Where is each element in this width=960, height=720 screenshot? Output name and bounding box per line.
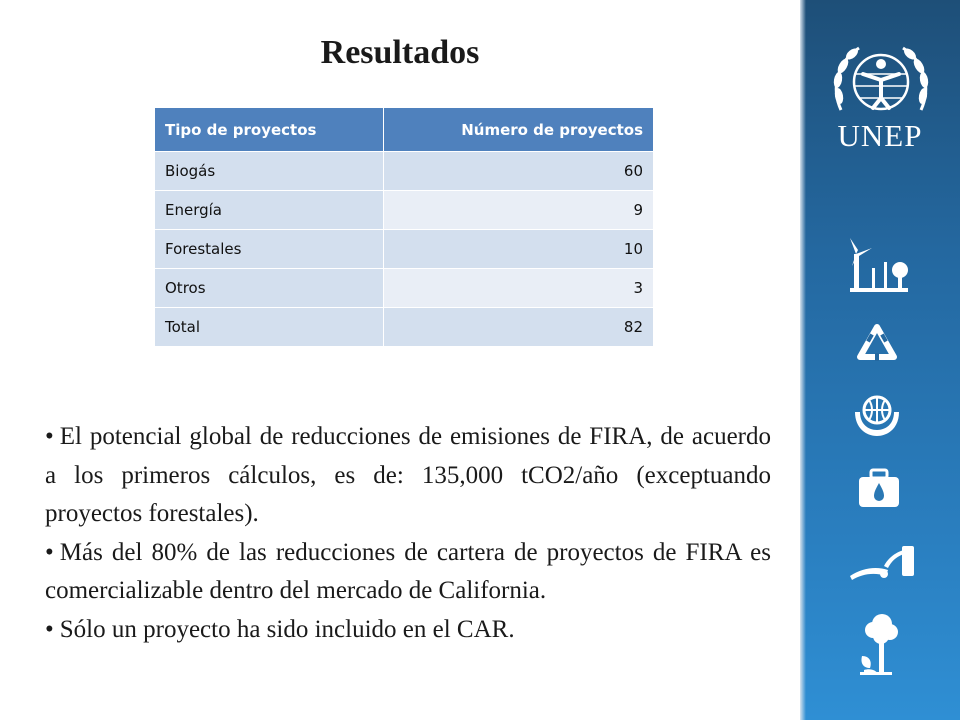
table-row bbox=[155, 308, 653, 347]
table-row bbox=[155, 152, 653, 191]
table-row bbox=[155, 191, 653, 230]
column-header-type: Tipo de proyectos bbox=[155, 108, 384, 152]
bullet-item: • Sólo un proyecto ha sido incluido en el CAR. bbox=[45, 611, 771, 650]
table-row bbox=[155, 230, 653, 269]
results-table bbox=[155, 108, 653, 346]
bullet-item: • Más del 80% de las reducciones de cartera de proyectos de FIRA es comercializable dentro del mercado de California. bbox=[45, 534, 771, 611]
slide-title: Resultados bbox=[320, 34, 480, 71]
unep-logo-text: UNEP bbox=[837, 118, 923, 153]
bullet-list bbox=[45, 418, 771, 649]
globe-hands-icon bbox=[852, 390, 902, 442]
sidebar-edge bbox=[800, 0, 806, 720]
wind-turbine-icon bbox=[848, 232, 910, 294]
table-cell-count: 9 bbox=[384, 191, 653, 230]
table-cell-count: 60 bbox=[384, 152, 653, 191]
column-header-count: Número de proyectos bbox=[384, 108, 653, 152]
table-cell-type: Biogás bbox=[155, 152, 384, 191]
table-cell-type: Forestales bbox=[155, 230, 384, 269]
table-cell-type: Otros bbox=[155, 269, 384, 308]
bullet-item: • El potencial global de reducciones de emisiones de FIRA, de acuerdo a los primeros cálculos, es de: 135,000 tCO2/año (exceptuando proyectos forestales). bbox=[45, 418, 771, 534]
water-pouring-icon bbox=[848, 542, 920, 584]
tree-plant-icon bbox=[856, 612, 902, 678]
table-cell-count: 82 bbox=[384, 308, 653, 347]
table-row bbox=[155, 269, 653, 308]
table-cell-type: Energía bbox=[155, 191, 384, 230]
table-cell-type: Total bbox=[155, 308, 384, 347]
table-header-row bbox=[155, 108, 653, 152]
table-cell-count: 3 bbox=[384, 269, 653, 308]
table-cell-count: 10 bbox=[384, 230, 653, 269]
recycle-icon bbox=[854, 322, 900, 364]
toolbox-water-drop-icon bbox=[856, 466, 902, 510]
